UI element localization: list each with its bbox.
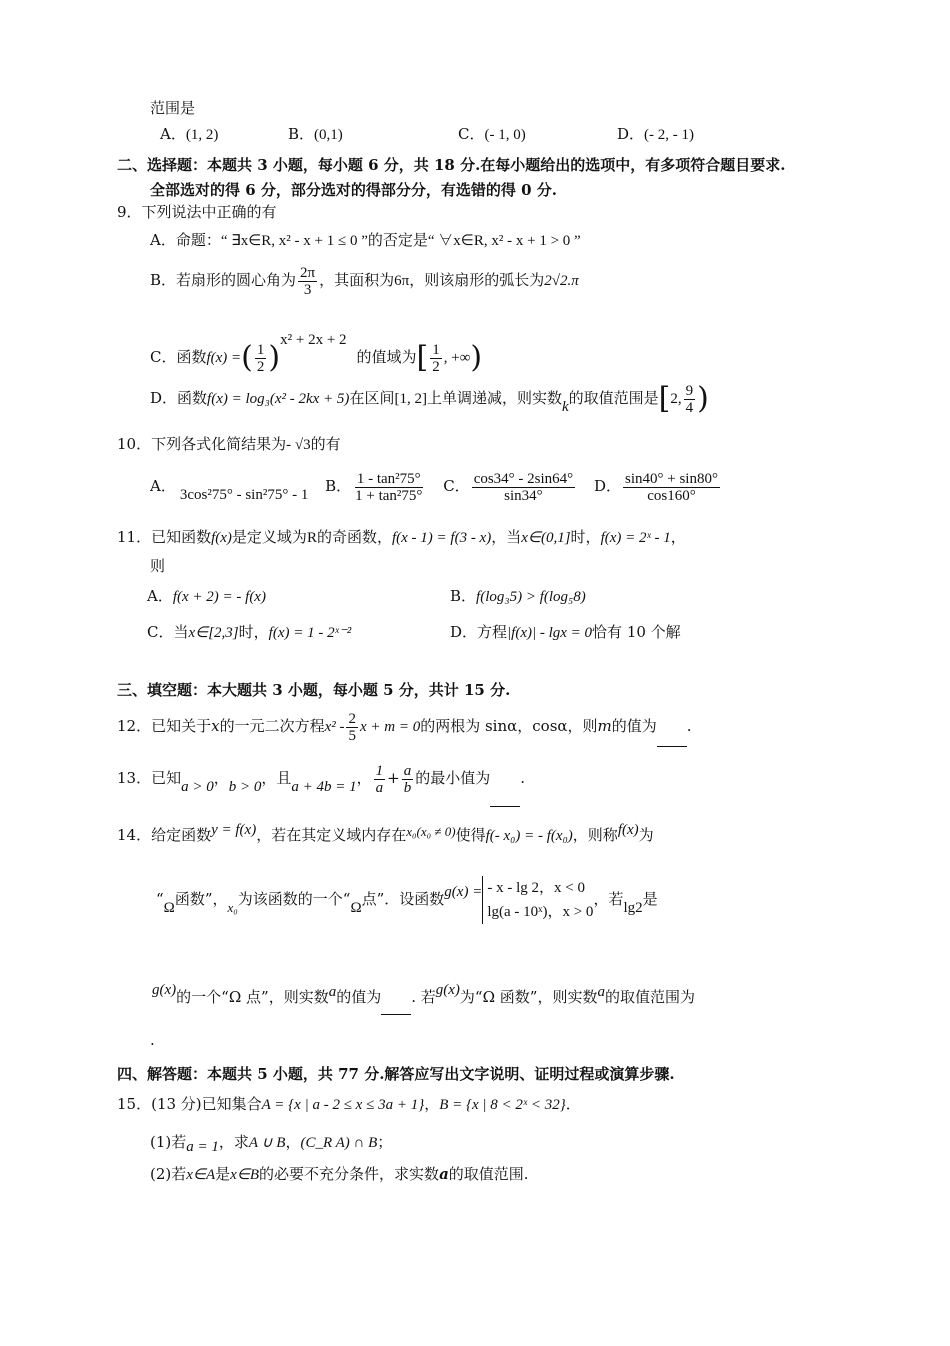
q10-option-b: B． $\frac{\text{1 - tan²75°}}{\text{1 + tan²75°}}$ bbox=[325, 470, 423, 504]
q9-option-d: D．函数f(x) = log₃(x² - 2kx + 5)在区间[1, 2]上单调递减，则实数k的取值范围是[2, $\frac{9}{4}$ ) bbox=[150, 381, 709, 416]
q15-part1: (1)若a = 1，求A ∪ B，(C_R A) ∩ B； bbox=[150, 1133, 393, 1155]
q8-option-d: D．(- 2, - 1) bbox=[617, 125, 695, 143]
q14-line1: 14．给定函数y = f(x)，若在其定义域内存在x₀(x₀ ≠ 0)使得f(- x₀) = - f(x₀)，则称f(x)为 bbox=[117, 822, 654, 844]
fraction: $\frac{1}{a}$ bbox=[375, 762, 384, 796]
answer-blank bbox=[657, 732, 687, 747]
q10-option-a: A． 3cos²75° - sin²75° - 1 bbox=[150, 477, 312, 495]
section4-heading: 四、解答题：本题共 5 小题，共 77 分.解答应写出文字说明、证明过程或演算步骤. bbox=[117, 1065, 675, 1083]
fraction: $\frac{\cos 34^\circ - 2\sin 64^\circ}{\sin 34^\circ}$ bbox=[473, 470, 574, 504]
answer-blank bbox=[381, 1000, 411, 1015]
q8-option-a: A．(1, 2) bbox=[160, 125, 219, 143]
q11-stem-then: 则 bbox=[150, 557, 166, 575]
section2-heading-line2: 全部选对的得 6 分，部分选对的得部分分，有选错的得 0 分. bbox=[150, 181, 557, 199]
q9-option-b: B．若扇形的圆心角为 $\frac{2\pi}{3}$ ，其面积为6π，则该扇形的弧长为2√2.π bbox=[150, 264, 579, 298]
fraction: 3cos²75° - sin²75° - 1 bbox=[179, 487, 309, 503]
q8-option-c: C．(- 1, 0) bbox=[458, 125, 526, 143]
q8-option-b: B．(0,1) bbox=[288, 125, 343, 143]
fraction: $\frac{\sin 40^\circ + \sin 80^\circ}{\cos 160^\circ}$ bbox=[625, 470, 718, 504]
section2-heading: 二、选择题：本题共 3 小题，每小题 6 分，共 18 分.在每小题给出的选项中，有多项符合题目要求. bbox=[117, 156, 786, 174]
fraction: $\frac{2}{5}$ bbox=[348, 710, 356, 744]
fraction: $\frac{1}{2}$ bbox=[432, 341, 440, 375]
q8-tail: 范围是 bbox=[150, 99, 196, 117]
fraction: $\frac{2\pi}{3}$ bbox=[300, 264, 316, 298]
q10-stem: 10．下列各式化简结果为- √3的有 bbox=[117, 435, 341, 453]
fraction: $\frac{9}{4}$ bbox=[685, 382, 694, 416]
q14-line2: “Ω函数”，x₀为该函数的一个“Ω点”．设函数g(x) = - x - lg 2，x < 0 lg(a - 10ˣ)，x > 0 ，若lg2是 bbox=[156, 864, 658, 936]
q14-line3: g(x)的一个“Ω 点”，则实数a的值为 . 若g(x)为“Ω 函数”，则实数a的取值范围为 bbox=[152, 972, 695, 1015]
q11-stem: 11．已知函数f(x)是定义域为R的奇函数，f(x - 1) = f(3 - x)，当x∈(0,1]时，f(x) = 2ˣ - 1， bbox=[117, 528, 686, 546]
q11-option-a: A．f(x + 2) = - f(x) bbox=[147, 587, 266, 605]
q13: 13．已知a > 0，b > 0，且a + 4b = 1， $\frac{1}{a}$ + $\frac{a}{b}$ 的最小值为 . bbox=[117, 758, 525, 807]
q12: 12．已知关于x的一元二次方程x² - $\frac{2}{5}$ x + m = 0的两根为 sinα，cosα，则m的值为 . bbox=[117, 706, 692, 747]
q15-part2: (2)若x∈A是x∈B的必要不充分条件，求实数a的取值范围. bbox=[150, 1165, 529, 1183]
q15-stem: 15．(13 分)已知集合A = {x | a - 2 ≤ x ≤ 3a + 1}，B = {x | 8 < 2ˣ < 32}． bbox=[117, 1095, 581, 1113]
q11-option-c: C．当x∈[2,3]时，f(x) = 1 - 2ˣ⁻² bbox=[147, 623, 352, 641]
q10-option-d: D． $\frac{\sin 40^\circ + \sin 80^\circ}{\cos 160^\circ}$ bbox=[593, 470, 718, 504]
section3-heading: 三、填空题：本大题共 3 小题，每小题 5 分，共计 15 分. bbox=[117, 681, 511, 699]
q11-option-b: B．f(log₃5) > f(log₅8) bbox=[450, 587, 586, 605]
q9-option-c: C．函数f(x) =( $\frac{1}{2}$ )$^{x^2 + 2x + 2}$的值域为[ $\frac{1}{2}$ , +∞) bbox=[150, 332, 483, 375]
fraction: $\frac{1}{2}$ bbox=[256, 341, 265, 375]
q9-stem: 9．下列说法中正确的有 bbox=[117, 203, 277, 221]
fraction: $\frac{\text{1 - tan²75°}}{\text{1 + tan²75°}}$ bbox=[355, 470, 423, 504]
q9-option-a: A．命题：“ ∃x∈R, x² - x + 1 ≤ 0 ”的否定是“ ∀x∈R, x² - x + 1 > 0 ” bbox=[150, 231, 581, 249]
q10-option-c: C． $\frac{\cos 34^\circ - 2\sin 64^\circ}{\sin 34^\circ}$ bbox=[443, 470, 574, 504]
q10-options bbox=[150, 466, 722, 506]
q14-line4: . bbox=[150, 1031, 155, 1049]
piecewise-cases: - x - lg 2，x < 0 lg(a - 10ˣ)，x > 0 bbox=[482, 876, 593, 924]
fraction: $\frac{a}{b}$ bbox=[403, 762, 412, 796]
q11-option-d: D．方程|f(x)| - lgx = 0恰有 10 个解 bbox=[450, 623, 681, 641]
answer-blank bbox=[490, 792, 520, 807]
